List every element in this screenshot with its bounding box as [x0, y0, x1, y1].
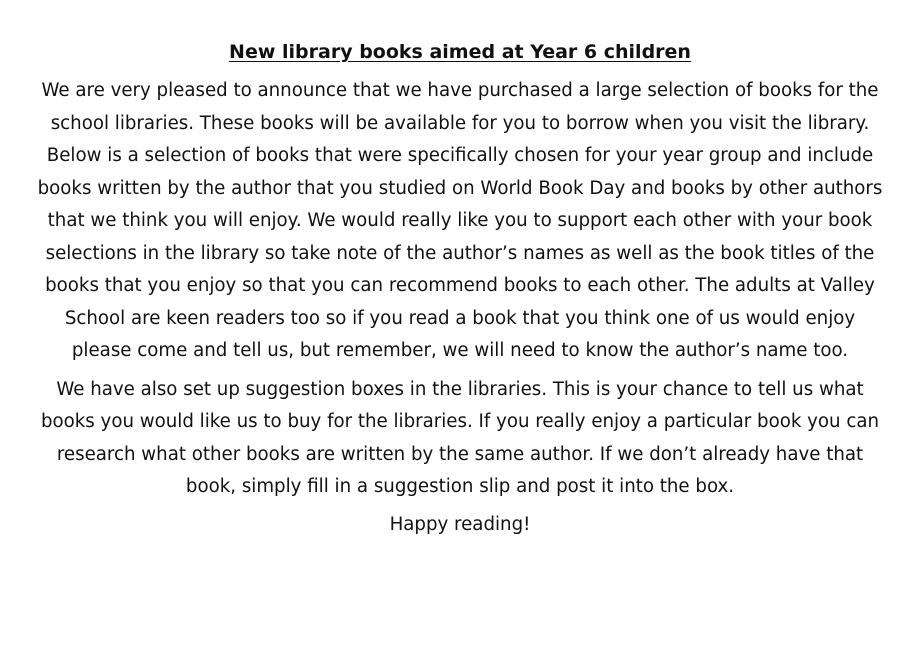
- page-title: New library books aimed at Year 6 children: [229, 41, 691, 63]
- closing-line: Happy reading!: [389, 513, 531, 535]
- suggestion-paragraph: We have also set up suggestion boxes in the libraries. This is your chance to tell us what books you would like us to buy for the libraries. If you really enjoy a particular book you can research what other books are written by the same author. If we don’t already have that book, simply fill in a suggestion slip and post it into the box.: [40, 378, 880, 497]
- intro-paragraph: We are very pleased to announce that we have purchased a large selection of books for the school libraries. These books will be available for you to borrow when you visit the library. Below is a selection of books that were specifically chosen for your year group and include books written by the author that you studied on World Book Day and books by other authors that we think you will enjoy. We would really like you to support each other with your book selections in the library so take note of the author’s names as well as the book titles of the books that you enjoy so that you can recommend books to each other. The adults at Valley School are keen readers too so if you read a book that you think one of us would enjoy please come and tell us, but remember, we will need to know the author’s name too.: [37, 80, 883, 361]
